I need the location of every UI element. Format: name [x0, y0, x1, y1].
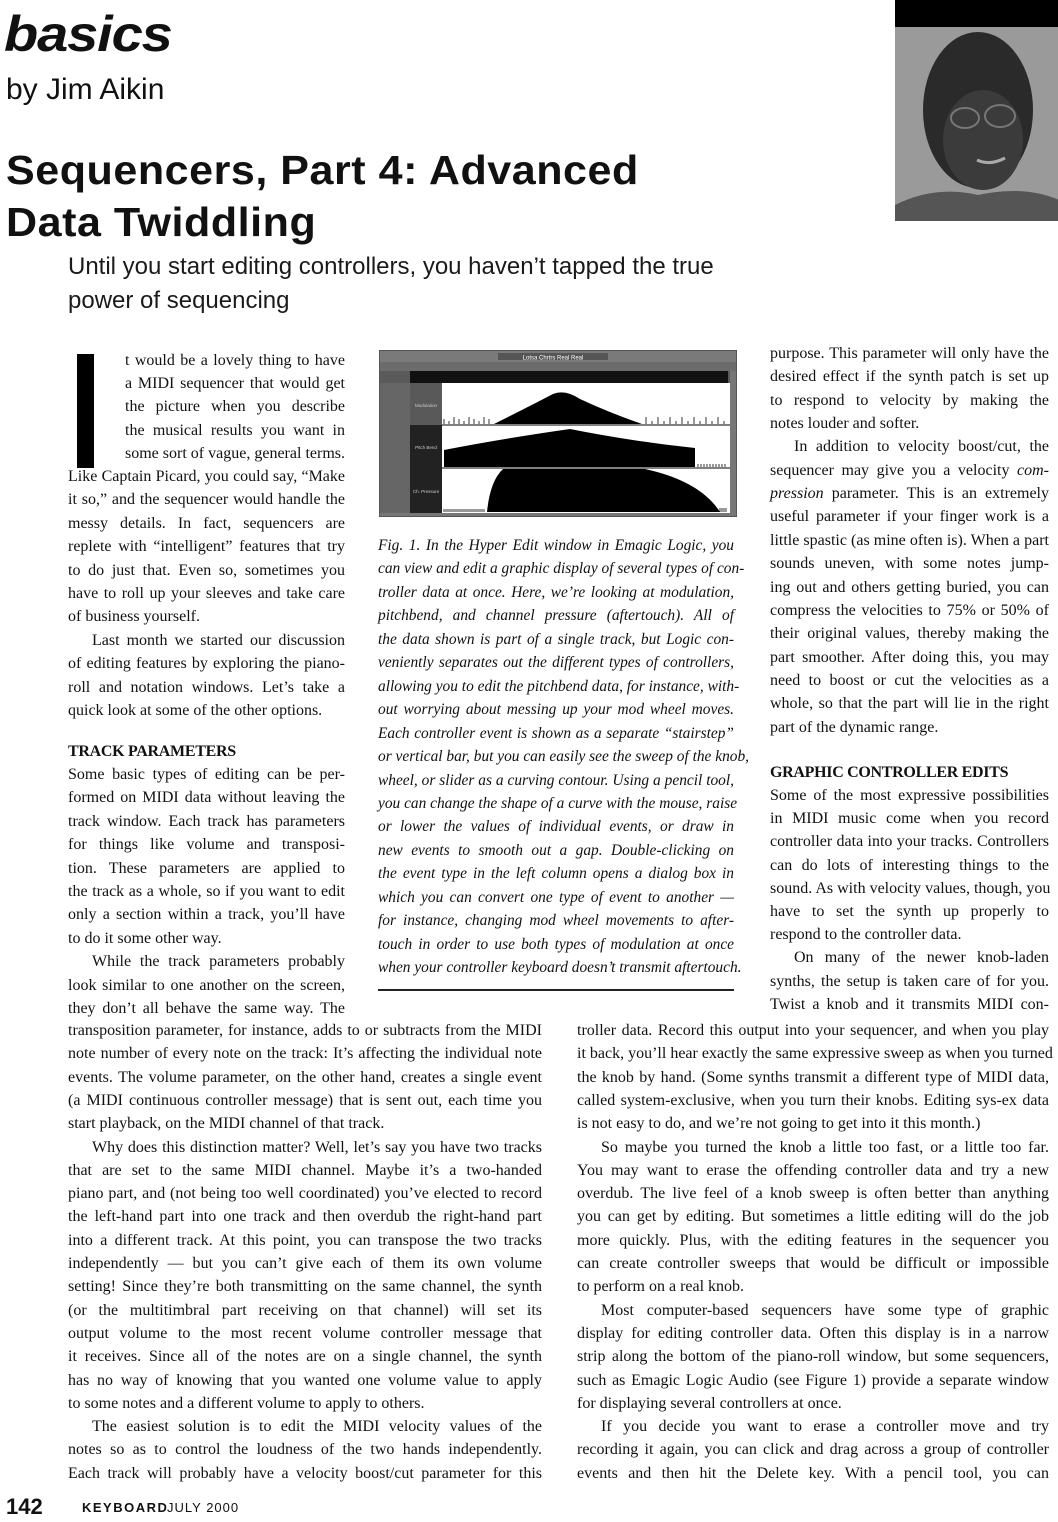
text-line: it back, you’ll hear exactly the same expressive sweep as when you turned [577, 1045, 1053, 1063]
text-line: setting! Since they’re both transmitting on the same channel, the synth [68, 1278, 542, 1296]
text-line: desired effect if the synth patch is set up [770, 368, 1049, 386]
text-line: roll and notation windows. Let’s take a [68, 678, 345, 696]
text-line: to do it some other way. [68, 929, 222, 947]
vertical-scrollbar [730, 371, 736, 513]
text-line: that are set to the same MIDI channel. Maybe it’s a two-handed [68, 1161, 542, 1179]
text-line: overdub. The live feel of a knob sweep is often better than anything [577, 1185, 1049, 1203]
text-line: compress the velocities to 75% or 50% of [770, 601, 1049, 619]
text-line: the left-hand part into one track and then overdub the right-hand part [68, 1208, 542, 1226]
text-line: a MIDI sequencer that would get [125, 375, 345, 393]
caption-line: or lower the values of individual events, or draw in [378, 818, 734, 836]
text-line: Twist a knob and it transmits MIDI con- [770, 995, 1049, 1013]
text-line: to do just that. Even so, sometimes you [68, 561, 345, 579]
text-line: quick look at some of the other options. [68, 702, 323, 719]
headline-line: Data Twiddling [6, 199, 317, 245]
lane-label-text: Modulation [414, 403, 438, 408]
text-line: start playback, on the MIDI channel of that track. [68, 1115, 385, 1133]
horizontal-scrollbar [380, 513, 736, 516]
caption-line: Each controller event is shown as a separate “stairstep” [378, 724, 734, 742]
page-number: 142 [6, 1494, 43, 1519]
text-line: While the track parameters probably [68, 953, 345, 971]
section-kicker: basics [4, 6, 172, 62]
text-line: formed on MIDI data without leaving the [68, 789, 345, 807]
text-line: strip along the bottom of the piano-roll window, but some sequencers, [577, 1348, 1049, 1366]
issue-date: JULY 2000 [167, 1500, 240, 1515]
text-line: need to boost or cut the velocities as a [770, 671, 1049, 689]
text-line: Most computer-based sequencers have some type of graphic [577, 1301, 1049, 1319]
caption-line: wheel, or slider as a curving contour. Using a pencil tool, [378, 771, 734, 789]
text-line: You may want to erase the offending controller data and try a new [577, 1161, 1049, 1179]
caption-line: or vertical bar, but you can easily see the sweep of the knob, [378, 748, 749, 766]
text-line: have to roll up your sleeves and take care [68, 585, 345, 602]
text-line: Last month we started our discussion [68, 631, 345, 649]
text-line: note number of every note on the track: It’s affecting the individual note [68, 1045, 542, 1063]
text-line: useful parameter if your finger work is a [770, 508, 1049, 526]
dek [68, 250, 714, 318]
caption-line: for instance, changing mod wheel movements to after- [378, 912, 734, 930]
text-line: little spastic (as mine often is). When a part [770, 531, 1049, 549]
text-line: look similar to one another on the screen, [68, 976, 345, 994]
text-line: such as Emagic Logic Audio (see Figure 1) provide a separate window [577, 1371, 1049, 1389]
text-line: called system-exclusive, when you turn their knobs. Editing sys-ex data [577, 1091, 1049, 1109]
text-line: notes louder and softer. [770, 415, 920, 433]
text-line: it receives. Since all of the notes are on a single channel, the synth [68, 1348, 542, 1366]
text-line: of editing features by exploring the piano- [68, 655, 345, 673]
text-line: (or the multitimbral part receiving on that channel) will set its [68, 1301, 542, 1319]
text-line: more quickly. Plus, with the editing features in the sequencer you [577, 1231, 1049, 1249]
text-line: to some notes and a different volume to apply to others. [68, 1394, 425, 1412]
text-line: has no way of knowing that you wanted one volume value to apply [68, 1371, 542, 1389]
text-line: some sort of vague, general terms. [125, 444, 345, 462]
text-line: the knob by hand. (Some synths transmit a different type of MIDI data, [577, 1068, 1049, 1086]
lane-label-text: Pitch Bend [415, 445, 437, 450]
text-line: to respond to velocity by making the [770, 391, 1049, 409]
text-line: sequencer may give you a velocity com- [770, 461, 1049, 479]
subhead-graphic-controller-edits: GRAPHIC CONTROLLER EDITS [770, 764, 1009, 781]
caption-line: touch in order to use both types of modulation at once [378, 935, 734, 953]
text-line: purpose. This parameter will only have the [770, 345, 1049, 362]
text-line: output volume to the most recent volume controller message that [68, 1324, 542, 1342]
dek-line: power of sequencing [68, 287, 290, 314]
text-line: recording it again, you can click and drag across a group of controller [577, 1441, 1049, 1459]
caption-line: you can change the shape of a curve with the mouse, raise [378, 794, 738, 812]
text-line: t would be a lovely thing to have [125, 352, 345, 369]
text-line: the track as a whole, so if you want to edit [68, 883, 345, 900]
text-line: Some of the most expressive possibilities [770, 787, 1049, 804]
caption-line: when your controller keyboard doesn’t transmit aftertouch. [378, 959, 742, 977]
text-line: of business yourself. [68, 608, 200, 626]
text-line: respond to the controller data. [770, 926, 962, 944]
window-title: Lotsa Chrtrs Real Real [522, 355, 584, 362]
caption-line: veniently separates out the different types of controllers, [378, 654, 734, 672]
text-line: have to set the synth up properly to [770, 903, 1049, 920]
byline: by Jim Aikin [6, 73, 165, 106]
author-photo [895, 0, 1058, 221]
text-line: independently — but you can’t give each of them its own volume [68, 1255, 542, 1272]
text-line: Each track will probably have a velocity boost/cut parameter for this [68, 1464, 542, 1482]
text-line: is not easy to do, and we’re not going to get into it this month.) [577, 1115, 981, 1133]
caption-line: the event type in the left column opens a dialog box in [378, 865, 734, 883]
portrait-illustration [895, 0, 1058, 221]
text-line: sounds uneven, with some notes jump- [770, 555, 1049, 573]
text-line: in MIDI music come when you record [770, 810, 1049, 828]
text-line: Why does this distinction matter? Well, let’s say you have two tracks [68, 1138, 542, 1156]
parameter-box [380, 383, 410, 513]
text-line: transposition parameter, for instance, adds to or subtracts from the MIDI [68, 1022, 542, 1039]
text-line: for things like volume and transposi- [68, 836, 345, 854]
figure-hyper-edit-screenshot [379, 350, 737, 517]
text-line: it so,” and the sequencer would handle the [68, 491, 345, 509]
caption-rule [378, 989, 734, 991]
text-line: the picture when you describe [125, 398, 345, 416]
text-line: messy details. In fact, sequencers are [68, 514, 345, 532]
text-line: replete with “intelligent” features that try [68, 538, 345, 556]
caption-line: which you can convert one type of event to another — [378, 888, 734, 906]
text-line: you can get by editing. But sometimes a little editing will do the job [577, 1208, 1049, 1226]
text-line: part of the dynamic range. [770, 718, 939, 736]
text-line: troller data. Record this output into your sequencer, and when you play [577, 1022, 1049, 1039]
text-line: can do lots of interesting things to the [770, 856, 1049, 874]
caption-line: pitchbend, and channel pressure (aftertouch). All of [378, 607, 734, 625]
caption-line: can view and edit a graphic display of several types of con- [378, 560, 745, 578]
text-line: ing out and others getting buried, you can [770, 578, 1049, 596]
caption-line: out worrying about messing up your mod wheel moves. [378, 701, 734, 719]
text-line: Like Captain Picard, you could say, “Make [68, 468, 345, 485]
text-line: whole, so that the part will lie in the right [770, 695, 1049, 713]
headline [6, 144, 639, 248]
drop-cap-I [77, 354, 94, 468]
text-line: display for editing controller data. Often this display is in a narrow [577, 1324, 1049, 1342]
text-line: for displaying several controllers at once. [577, 1394, 842, 1412]
text-line: the musical results you want in [125, 421, 345, 439]
caption-line: troller data at once. Here, we’re looking at modulation, [378, 583, 734, 601]
text-line: If you decide you want to erase a controller move and try [577, 1418, 1049, 1436]
text-line: piano part, and (not being too well coordinated) you’ve elected to record [68, 1185, 542, 1203]
text-line: events. The volume parameter, on the other hand, creates a single event [68, 1068, 542, 1086]
bar-ruler [410, 371, 728, 383]
text-line: their original values, thereby making the [770, 625, 1049, 643]
text-line: track window. Each track has parameters [68, 812, 345, 830]
lane-label-text: Ch. Pressure [412, 489, 440, 494]
text-line: pression parameter. This is an extremely [770, 485, 1049, 503]
text-line: only a section within a track, you’ll have [68, 906, 345, 924]
text-line: they don’t all behave the same way. The [68, 1000, 345, 1017]
text-line: sound. As with velocity values, though, you [770, 879, 1051, 897]
caption-line: new events to smooth out a gap. Double-clicking on [378, 841, 734, 859]
text-line: (a MIDI continuous controller message) that is sent out, each time you [68, 1091, 542, 1109]
text-line: In addition to velocity boost/cut, the [770, 438, 1049, 456]
text-line: The easiest solution is to edit the MIDI velocity values of the [68, 1418, 542, 1436]
text-line: to perform on a real knob. [577, 1278, 745, 1296]
text-line: synths, the setup is taken care of for you. [770, 972, 1049, 990]
caption-line: allowing you to edit the pitchbend data, for instance, with- [378, 677, 740, 695]
caption-line: the data shown is part of a single track, but Logic con- [378, 630, 734, 648]
text-line: tion. These parameters are applied to [68, 859, 345, 877]
window-toolbar [380, 362, 736, 371]
subhead-track-parameters: TRACK PARAMETERS [68, 743, 236, 760]
text-line: controller data into your tracks. Controllers [770, 833, 1049, 851]
headline-line: Sequencers, Part 4: Advanced [6, 147, 639, 193]
hyper-edit-window [380, 351, 736, 516]
text-line: can create controller sweeps that would be difficult or impossible [577, 1255, 1049, 1272]
text-line: Some basic types of editing can be per- [68, 766, 345, 783]
caption-line: Fig. 1. In the Hyper Edit window in Emagic Logic, you [378, 537, 734, 554]
text-line: events and then hit the Delete key. With a pencil tool, you can [577, 1464, 1049, 1482]
dek-line: Until you start editing controllers, you haven’t tapped the true [68, 253, 714, 280]
text-line: So maybe you turned the knob a little too fast, or a little too far. [577, 1138, 1049, 1156]
text-line: into a different track. At this point, you can transpose the two tracks [68, 1231, 542, 1249]
magazine-name: KEYBOARD [82, 1500, 169, 1515]
text-line: part smoother. After doing this, you may [770, 648, 1049, 666]
text-line: notes so as to control the loudness of the two hands independently. [68, 1441, 542, 1459]
text-line: On many of the newer knob-laden [770, 949, 1049, 967]
